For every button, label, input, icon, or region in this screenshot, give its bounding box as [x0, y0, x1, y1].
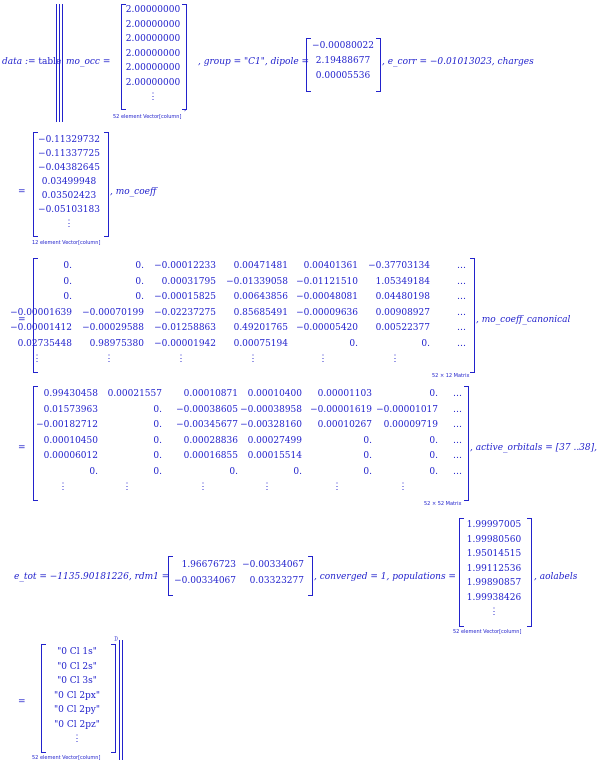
- mo-canon-cell: ⋮: [58, 482, 68, 492]
- mo-coeff-cell: ⋮: [32, 354, 42, 364]
- rdm1-cell: 1.96676723: [181, 560, 236, 570]
- mo-canon-cell: 0.: [153, 404, 162, 415]
- mo-coeff-cell: −0.00009636: [296, 307, 358, 318]
- population-entry: ⋮: [489, 607, 499, 617]
- charges-entry: −0.05103183: [38, 205, 100, 215]
- mo-canon-cell: 0.00028836: [183, 435, 238, 446]
- mo-canon-cell: …: [453, 466, 462, 477]
- aolabel-entry: "0 Cl 2py": [53, 705, 101, 715]
- mo-coeff-cell: −0.00005420: [296, 323, 358, 333]
- mo-coeff-cell: −0.00070199: [82, 307, 144, 318]
- mo-canon-cell: −0.00182712: [36, 420, 98, 430]
- dipole-entry: 2.19488677: [315, 56, 371, 66]
- mo-canon-cell: −0.00328160: [240, 420, 302, 430]
- mo-coeff-cell: …: [457, 292, 466, 302]
- group-dipole-text: , group = "C1", dipole =: [198, 57, 310, 67]
- mo-coeff-cell: 0.: [63, 292, 72, 302]
- charges-entry: ⋮: [64, 219, 74, 229]
- mo-coeff-cell: −0.00048081: [296, 292, 358, 302]
- mo-coeff-bracket-right: [470, 258, 475, 373]
- mo-canon-cell: 0.: [429, 435, 438, 446]
- mo-coeff-cell: 0.00522377: [375, 323, 430, 333]
- mo-coeff-cell: ⋮: [390, 354, 400, 364]
- mo-coeff-cell: −0.37703134: [368, 261, 430, 271]
- aolabel-entry: "0 Cl 2px": [53, 690, 101, 701]
- charges-entry: 0.03502423: [41, 191, 97, 201]
- mo-canon-cell: …: [453, 451, 462, 461]
- mo-canon-cell: −0.00345677: [176, 420, 238, 430]
- charges-bracket-right: [104, 132, 109, 237]
- mo-canon-cell: 0.: [153, 435, 162, 446]
- mo-canon-cell: 0.00010267: [317, 420, 372, 430]
- charges-entry: 0.03499948: [41, 177, 97, 187]
- mo-canon-cell: −0.00038958: [240, 404, 302, 415]
- mo-occ-caption: 52 element Vector[column]: [113, 114, 182, 120]
- table-bracket-inner: [62, 4, 63, 122]
- rdm1-cell: −0.00334067: [242, 560, 304, 570]
- population-entry: 1.99112536: [466, 563, 522, 574]
- equals-sign: =: [18, 315, 26, 325]
- mo-coeff-cell: −0.00001412: [10, 323, 72, 333]
- aolabel-entry: "0 Cl 2s": [57, 661, 97, 672]
- mo-coeff-cell: 0.: [135, 261, 144, 271]
- mo-coeff-cell: −0.00012233: [154, 261, 216, 271]
- dipole-entry: −0.00080022: [312, 41, 374, 51]
- mo-coeff-cell: −0.00001942: [154, 338, 216, 349]
- mo-canon-cell: 0.01573963: [43, 404, 98, 415]
- mo-occ-entry: 2.00000000: [125, 34, 181, 44]
- mo-occ-entry: 2.00000000: [125, 77, 181, 88]
- mo-canon-cell: …: [453, 389, 462, 399]
- mo-canon-cell: 0.: [153, 420, 162, 430]
- mo-coeff-cell: −0.02237275: [154, 307, 216, 318]
- table-close-bar-2: [122, 640, 123, 760]
- mo-occ-entry: ⋮: [148, 92, 158, 102]
- aolabel-entry: ⋮: [72, 734, 82, 744]
- mo-coeff-cell: −0.01121510: [296, 276, 358, 287]
- mo-coeff-cell: …: [457, 276, 466, 287]
- mo-coeff-cell: ⋮: [318, 354, 328, 364]
- equals-sign: =: [18, 697, 26, 707]
- mo-canon-cell: 0.00001103: [317, 389, 372, 399]
- aolabel-entry: "0 Cl 3s": [57, 676, 97, 686]
- table-close-mark: ]): [114, 636, 118, 642]
- mo-canon-cell: −0.00001017: [376, 404, 438, 415]
- mo-coeff-cell: ⋮: [248, 354, 258, 364]
- mo-coeff-cell: …: [457, 323, 466, 333]
- mo-coeff-cell: 0.: [349, 338, 358, 349]
- mo-occ-entry: 2.00000000: [125, 48, 181, 59]
- mo-canon-cell: 0.: [363, 466, 372, 477]
- mo-coeff-cell: …: [457, 261, 466, 271]
- equals-sign: =: [18, 443, 26, 453]
- converged-populations-text: , converged = 1, populations =: [314, 572, 456, 582]
- mo-coeff-cell: 0.: [63, 261, 72, 271]
- mo-canon-cell: 0.: [363, 435, 372, 446]
- mo-canon-cell: ⋮: [398, 482, 408, 492]
- mo-canon-cell: 0.00027499: [247, 435, 302, 446]
- population-entry: 1.99997005: [466, 520, 522, 530]
- mo-coeff-cell: 0.00471481: [233, 261, 288, 271]
- mo-canon-cell: 0.: [293, 466, 302, 477]
- active-orbitals-text: , active_orbitals = [37 ..38],: [470, 443, 598, 453]
- etot-rdm1-text: e_tot = −1135.90181226, rdm1 =: [14, 572, 170, 582]
- mo-coeff-cell: 1.05349184: [375, 276, 430, 287]
- mo-canon-cell: ⋮: [122, 482, 132, 492]
- rdm1-bracket-right: [308, 556, 313, 596]
- mo-coeff-cell: 0.: [135, 292, 144, 302]
- mo-coeff-label: , mo_coeff: [110, 187, 157, 197]
- mo-canon-bracket-right: [464, 386, 469, 501]
- population-entry: 1.99938426: [466, 592, 522, 603]
- mo-canon-cell: −0.00001619: [310, 404, 372, 415]
- dipole-entry: 0.00005536: [315, 71, 371, 81]
- mo-canon-cell: …: [453, 420, 462, 430]
- mo-occ-entry: 2.00000000: [125, 5, 181, 15]
- mo-coeff-canonical-label: , mo_coeff_canonical: [476, 315, 571, 325]
- table-bracket-mid: [59, 4, 60, 122]
- mo-occ-entry: 2.00000000: [125, 19, 181, 30]
- mo-canon-cell: 0.: [229, 466, 238, 477]
- mo-canon-cell: …: [453, 404, 462, 415]
- charges-entry: −0.04382645: [38, 163, 100, 173]
- aolabels-label: , aolabels: [534, 572, 578, 582]
- mo-coeff-cell: −0.00001639: [10, 307, 72, 318]
- mo-canon-cell: 0.99430458: [43, 389, 98, 399]
- population-entry: 1.99890857: [466, 578, 522, 588]
- mo-canon-cell: 0.00016855: [183, 451, 238, 461]
- mo-canon-caption: 52 × 52 Matrix: [424, 501, 462, 507]
- ecorr-charges-text: , e_corr = −0.01013023, charges: [382, 57, 534, 67]
- population-entry: 1.95014515: [466, 549, 522, 559]
- mo-canon-cell: 0.: [429, 451, 438, 461]
- rdm1-cell: −0.00334067: [174, 576, 236, 586]
- mo-coeff-cell: 0.: [421, 338, 430, 349]
- mo-coeff-cell: 0.: [135, 276, 144, 287]
- mo-coeff-cell: −0.00029588: [82, 323, 144, 333]
- aolabel-entry: "0 Cl 1s": [57, 647, 97, 657]
- mo-canon-cell: ⋮: [332, 482, 342, 492]
- table-close-bar-1: [119, 640, 120, 760]
- mo-canon-cell: ⋮: [262, 482, 272, 492]
- mo-canon-cell: 0.: [363, 451, 372, 461]
- mo-coeff-cell: −0.01258863: [154, 323, 216, 333]
- mo-coeff-cell: 0.85685491: [233, 307, 288, 318]
- mo-coeff-cell: −0.00015825: [154, 292, 216, 302]
- mo-coeff-caption: 52 × 12 Matrix: [432, 373, 470, 379]
- charges-caption: 12 element Vector[column]: [32, 240, 101, 246]
- mo-occ-entry: 2.00000000: [125, 63, 181, 73]
- mo-coeff-cell: 0.04480198: [375, 292, 430, 302]
- mo-coeff-cell: ⋮: [176, 354, 186, 364]
- populations-caption: 52 element Vector[column]: [453, 629, 522, 635]
- mo-canon-cell: 0.: [89, 466, 98, 477]
- mo-coeff-cell: 0.98975380: [89, 338, 144, 349]
- mo-coeff-cell: 0.00643856: [233, 292, 288, 302]
- mo-occ-label: mo_occ =: [66, 57, 111, 67]
- mo-canon-cell: 0.00009719: [383, 420, 438, 430]
- population-entry: 1.99980560: [466, 534, 522, 545]
- data-assignment: data := table: [2, 57, 62, 67]
- aolabels-caption: 52 element Vector[column]: [32, 755, 101, 761]
- mo-coeff-cell: ⋮: [104, 354, 114, 364]
- mo-coeff-cell: 0.00075194: [233, 338, 288, 349]
- mo-canon-cell: 0.: [153, 466, 162, 477]
- mo-canon-cell: 0.00010450: [43, 435, 98, 446]
- mo-coeff-cell: 0.: [63, 276, 72, 287]
- mo-canon-cell: 0.00006012: [43, 451, 98, 461]
- mo-canon-cell: 0.: [153, 451, 162, 461]
- mo-canon-cell: 0.: [429, 389, 438, 399]
- mo-coeff-cell: 0.02735448: [17, 338, 72, 349]
- mo-canon-cell: 0.00010400: [247, 389, 302, 399]
- mo-coeff-cell: …: [457, 338, 466, 349]
- mo-canon-cell: ⋮: [198, 482, 208, 492]
- mo-coeff-cell: 0.00908927: [375, 307, 430, 318]
- mo-coeff-cell: −0.01339058: [226, 276, 288, 287]
- rdm1-cell: 0.03323277: [249, 576, 304, 586]
- mo-canon-cell: 0.: [429, 466, 438, 477]
- table-bracket-outer: [56, 4, 57, 122]
- mo-canon-cell: 0.00021557: [107, 389, 162, 399]
- charges-entry: −0.11337725: [38, 149, 100, 159]
- equals-sign: =: [18, 187, 26, 197]
- mo-coeff-cell: 0.00031795: [161, 276, 216, 287]
- mo-canon-cell: −0.00038605: [176, 404, 238, 415]
- comma-mark: ,: [184, 103, 187, 113]
- charges-entry: −0.11329732: [38, 135, 100, 145]
- aolabel-entry: "0 Cl 2pz": [54, 719, 100, 730]
- mo-canon-cell: 0.00010871: [183, 389, 238, 399]
- mo-coeff-cell: …: [457, 307, 466, 318]
- mo-canon-cell: 0.00015514: [247, 451, 302, 461]
- mo-coeff-cell: 0.00401361: [303, 261, 358, 271]
- mo-canon-cell: …: [453, 435, 462, 446]
- mo-coeff-cell: 0.49201765: [233, 323, 288, 333]
